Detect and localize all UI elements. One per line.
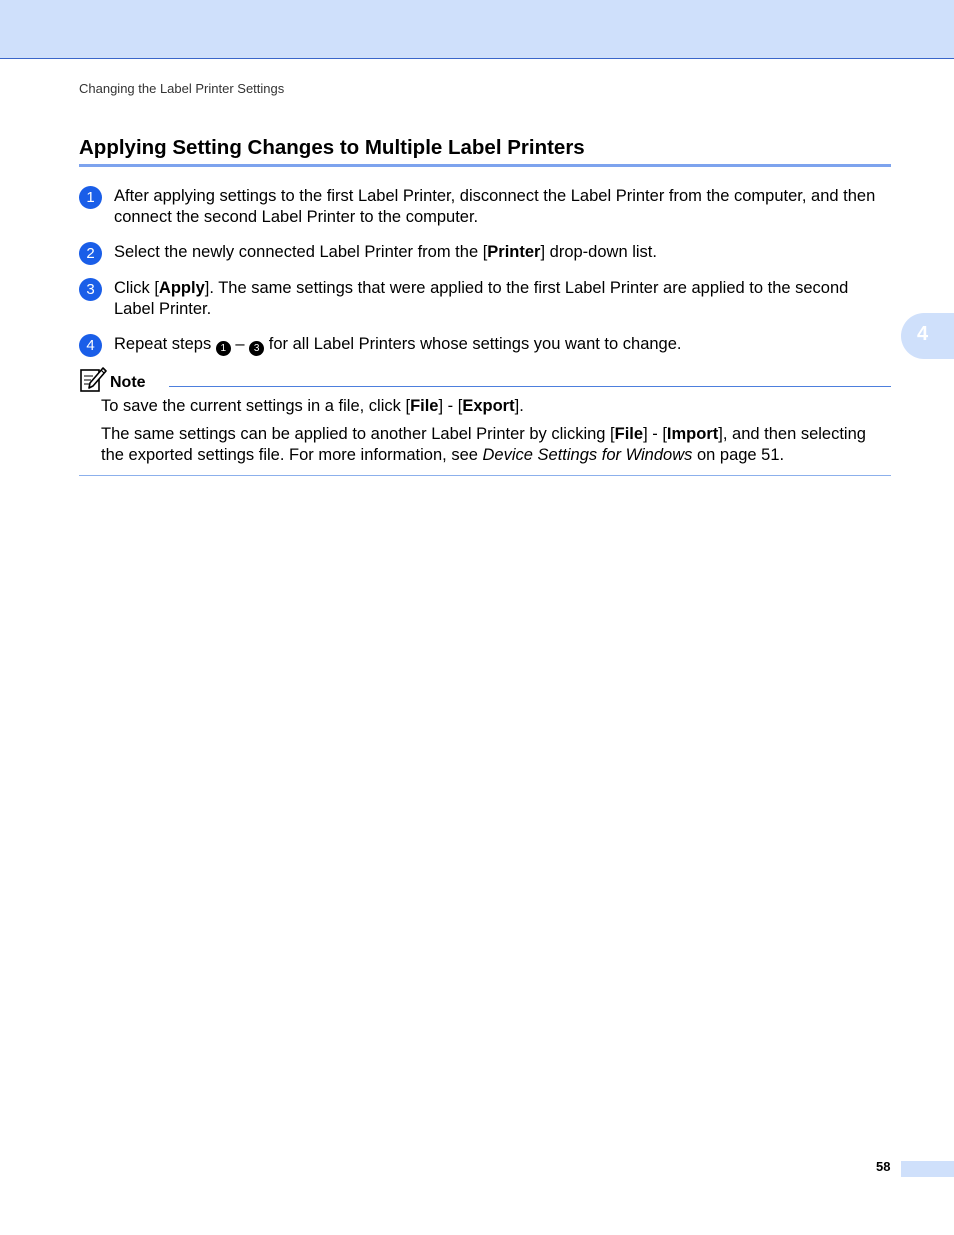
step-number-badge: 2 bbox=[79, 242, 102, 265]
ui-term-export: Export bbox=[462, 397, 515, 415]
cross-reference-link[interactable]: Device Settings for Windows bbox=[482, 446, 693, 464]
note-text: on page 51. bbox=[692, 446, 785, 464]
note-label: Note bbox=[110, 374, 146, 391]
chapter-number: 4 bbox=[917, 323, 929, 345]
page-number: 58 bbox=[876, 1159, 891, 1174]
note-pencil-icon bbox=[79, 367, 107, 393]
page-number-bar bbox=[901, 1161, 954, 1177]
step-number-badge: 1 bbox=[79, 186, 102, 209]
ui-term-printer: Printer bbox=[487, 243, 541, 261]
note-paragraph-2 bbox=[101, 424, 891, 466]
step-text-part: Select the newly connected Label Printer from the [ bbox=[114, 243, 488, 261]
step-ref-badge: 3 bbox=[249, 341, 264, 356]
note-header bbox=[79, 367, 891, 391]
step-1 bbox=[79, 186, 891, 227]
step-text-part: ] drop-down list. bbox=[540, 243, 657, 261]
note-divider bbox=[169, 386, 891, 387]
step-ref-badge: 1 bbox=[216, 341, 231, 356]
step-text bbox=[114, 278, 891, 319]
step-2 bbox=[79, 242, 891, 263]
step-text: After applying settings to the first Label Printer, disconnect the Label Printer from the computer, and then connect the second Label Printer to the computer. bbox=[114, 187, 876, 226]
chapter-tab bbox=[901, 313, 954, 359]
step-4 bbox=[79, 334, 891, 356]
step-3 bbox=[79, 278, 891, 319]
note-text: ] - [ bbox=[643, 425, 667, 443]
note-end-rule bbox=[79, 475, 891, 476]
page-header-band bbox=[0, 0, 954, 59]
step-text-part: Click [ bbox=[114, 279, 159, 297]
note-text: To save the current settings in a file, click [ bbox=[101, 397, 411, 415]
step-text-part: for all Label Printers whose settings you want to change. bbox=[264, 335, 682, 353]
note-text: ] - [ bbox=[438, 397, 463, 415]
note-text: ], and then selecting the exported settings file. For more information, see bbox=[101, 425, 866, 464]
section-title: Applying Setting Changes to Multiple Label Printers bbox=[79, 136, 891, 167]
step-text bbox=[114, 242, 891, 263]
step-number-badge: 3 bbox=[79, 278, 102, 301]
step-text-part: – bbox=[230, 335, 250, 353]
step-text-part: Repeat steps bbox=[114, 335, 216, 353]
note-paragraph-1 bbox=[101, 396, 891, 417]
step-number-badge: 4 bbox=[79, 334, 102, 357]
step-text-part: ]. The same settings that were applied to the first Label Printer are applied to the second Label Printer. bbox=[114, 279, 849, 318]
ui-term-import: Import bbox=[666, 425, 719, 443]
step-text bbox=[114, 334, 891, 356]
running-header: Changing the Label Printer Settings bbox=[79, 81, 285, 96]
note-text: ]. bbox=[514, 397, 524, 415]
note-text: The same settings can be applied to another Label Printer by clicking [ bbox=[101, 425, 615, 443]
ui-term-apply: Apply bbox=[158, 279, 205, 297]
ui-term-file: File bbox=[614, 425, 644, 443]
ui-term-file: File bbox=[410, 397, 439, 415]
